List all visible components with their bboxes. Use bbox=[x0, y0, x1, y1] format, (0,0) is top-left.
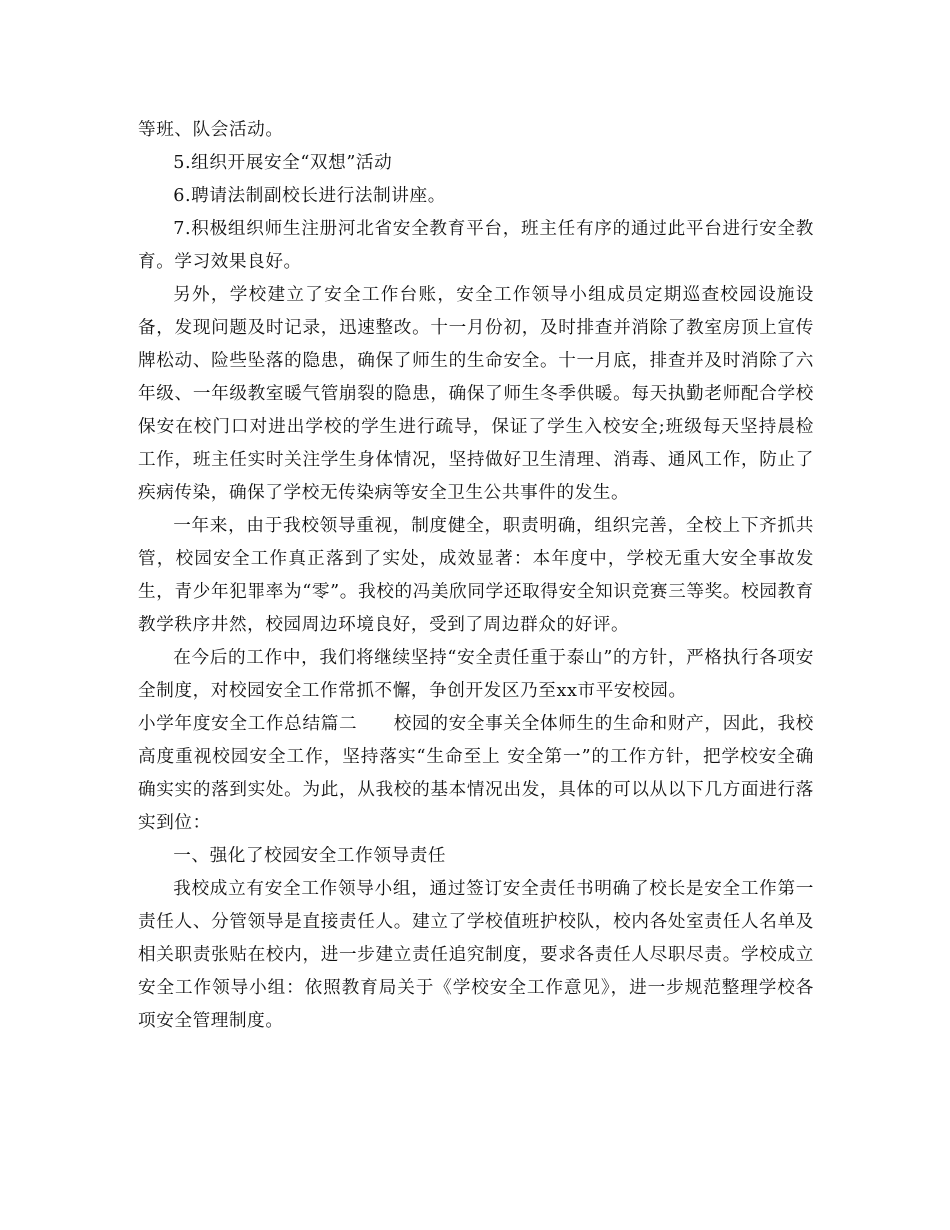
paragraph: 我校成立有安全工作领导小组，通过签订安全责任书明确了校长是安全工作第一责任人、分管领导是直接责任人。建立了学校值班护校队，校内各处室责任人名单及相关职责张贴在校内，进一步建立责任追究制度，要求各责任人尽职尽责。学校成立安全工作领导小组：依照教育局关于《学校安全工作意见》，进一步规范整理学校各项安全管理制度。 bbox=[138, 879, 814, 1031]
section-heading: 一、强化了校园安全工作领导责任 bbox=[173, 846, 447, 866]
paragraph: 在今后的工作中，我们将继续坚持“安全责任重于泰山”的方针，严格执行各项安全制度，对校园安全工作常抓不懈，争创开发区乃至xx市平安校园。 bbox=[138, 648, 814, 701]
paragraph: 另外，学校建立了安全工作台账，安全工作领导小组成员定期巡查校园设施设备，发现问题及时记录，迅速整改。十一月份初，及时排查并消除了教室房顶上宣传牌松动、险些坠落的隐患，确保了师生的生命安全。十一月底，排查并及时消除了六年级、一年级教室暖气管崩裂的隐患，确保了师生冬季供暖。每天执勤老师配合学校保安在校门口对进出学校的学生进行疏导，保证了学生入校安全;班级每天坚持晨检工作，班主任实时关注学生身体情况，坚持做好卫生清理、消毒、通风工作，防止了疾病传染，确保了学校无传染病等安全卫生公共事件的发生。 bbox=[138, 285, 814, 503]
document-body bbox=[138, 114, 814, 1038]
list-item: 7.积极组织师生注册河北省安全教育平台，班主任有序的通过此平台进行安全教育。学习效果良好。 bbox=[138, 219, 814, 272]
paragraph: 一年来，由于我校领导重视，制度健全，职责明确，组织完善，全校上下齐抓共管，校园安全工作真正落到了实处，成效显著：本年度中，学校无重大安全事故发生，青少年犯罪率为“零”。我校的冯美欣同学还取得安全知识竞赛三等奖。校园教育教学秩序井然，校园周边环境良好，受到了周边群众的好评。 bbox=[138, 516, 814, 635]
list-item: 5.组织开展安全“双想”活动 bbox=[173, 153, 393, 173]
paragraph: 等班、队会活动。 bbox=[138, 120, 284, 140]
section-title-paragraph: 小学年度安全工作总结篇二 校园的安全事关全体师生的生命和财产，因此，我校高度重视校园安全工作，坚持落实“生命至上 安全第一”的工作方针，把学校安全确确实实的落到实处。为此，从我校的基本情况出发，具体的可以从以下几方面进行落实到位： bbox=[138, 714, 814, 833]
list-item: 6.聘请法制副校长进行法制讲座。 bbox=[173, 186, 446, 206]
